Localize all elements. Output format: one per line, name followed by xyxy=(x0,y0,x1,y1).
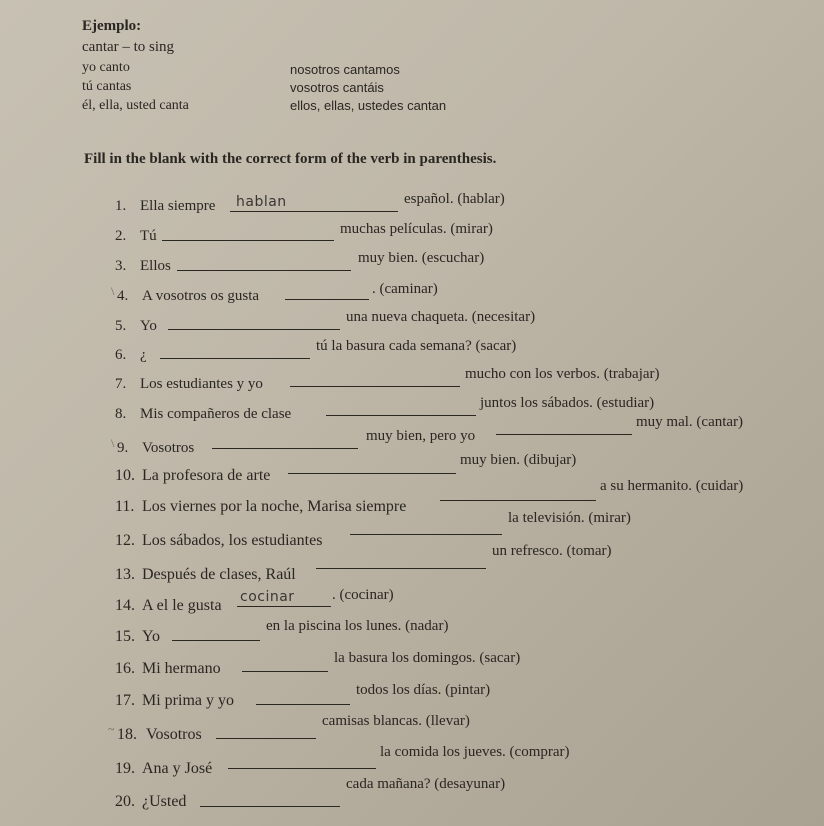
item-prompt: Vosotros xyxy=(142,440,195,456)
answer-blank[interactable] xyxy=(316,568,486,569)
item-number: 6. xyxy=(115,347,127,363)
item-prompt: Mi prima y yo xyxy=(142,692,234,709)
item-ending: camisas blancas. (llevar) xyxy=(322,713,470,729)
example-el: él, ella, usted canta xyxy=(82,98,189,113)
item-ending: cada mañana? (desayunar) xyxy=(346,776,506,792)
answer-blank[interactable] xyxy=(288,473,456,474)
item-ending: la basura los domingos. (sacar) xyxy=(334,650,521,666)
answer-blank[interactable] xyxy=(168,329,340,330)
item-number: 16. xyxy=(115,660,135,677)
item-ending: juntos los sábados. (estudiar) xyxy=(480,395,655,411)
item-number: 8. xyxy=(115,406,127,422)
item-number: 4. xyxy=(117,288,129,304)
item-number: 12. xyxy=(115,532,135,549)
item-prompt: Tú xyxy=(140,228,157,244)
item-ending: en la piscina los lunes. (nadar) xyxy=(266,618,449,634)
item-middle: muy bien, pero yo xyxy=(366,428,476,444)
example-yo: yo canto xyxy=(82,60,130,75)
item-prompt: Ellos xyxy=(140,258,171,274)
example-nosotros: nosotros cantamos xyxy=(290,62,400,77)
answer-blank[interactable] xyxy=(212,448,358,449)
item-ending: español. (hablar) xyxy=(404,191,505,207)
answer-blank[interactable] xyxy=(200,806,340,807)
item-prompt: Mis compañeros de clase xyxy=(140,406,292,422)
item-number: 19. xyxy=(115,760,135,777)
handwritten-answer: cocinar xyxy=(240,589,295,605)
answer-blank-2[interactable] xyxy=(496,434,632,435)
item-ending: tú la basura cada semana? (sacar) xyxy=(316,338,517,354)
item-number: 5. xyxy=(115,318,127,334)
answer-blank[interactable] xyxy=(237,606,331,607)
answer-blank[interactable] xyxy=(177,270,351,271)
item-ending: una nueva chaqueta. (necesitar) xyxy=(346,309,536,325)
item-prompt: ¿Usted xyxy=(142,793,187,810)
item-number: 13. xyxy=(115,566,135,583)
item-number: 14. xyxy=(115,597,135,614)
answer-blank[interactable] xyxy=(326,415,476,416)
item-ending: muchas películas. (mirar) xyxy=(340,221,493,237)
item-ending: todos los días. (pintar) xyxy=(356,682,491,698)
item-ending: mucho con los verbos. (trabajar) xyxy=(465,366,660,382)
answer-blank[interactable] xyxy=(216,738,316,739)
example-verb-line: cantar – to sing xyxy=(82,39,175,55)
item-prompt: Los sábados, los estudiantes xyxy=(142,532,323,549)
item-prompt: Ana y José xyxy=(142,760,213,777)
item-prompt: A vosotros os gusta xyxy=(142,288,260,304)
item-number: 17. xyxy=(115,692,135,709)
item-number: 9. xyxy=(117,440,129,456)
answer-blank[interactable] xyxy=(172,640,260,641)
item-prompt: Después de clases, Raúl xyxy=(142,566,296,583)
item-number: 2. xyxy=(115,228,127,244)
handwritten-answer: hablan xyxy=(236,194,287,210)
answer-blank[interactable] xyxy=(290,386,460,387)
instructions: Fill in the blank with the correct form of the verb in parenthesis. xyxy=(84,151,497,167)
answer-blank[interactable] xyxy=(242,671,328,672)
answer-blank[interactable] xyxy=(230,211,398,212)
example-vosotros: vosotros cantáis xyxy=(290,80,384,95)
item-number: 20. xyxy=(115,793,135,810)
answer-blank[interactable] xyxy=(440,500,596,501)
item-prompt: Mi hermano xyxy=(142,660,221,677)
item-prompt: Yo xyxy=(142,628,160,645)
item-ending: un refresco. (tomar) xyxy=(492,543,612,559)
item-prompt: Vosotros xyxy=(146,726,202,743)
answer-blank[interactable] xyxy=(160,358,310,359)
item-prompt: Yo xyxy=(140,318,157,334)
item-number: 1. xyxy=(115,198,127,214)
example-tu: tú cantas xyxy=(82,79,132,94)
item-number: 18. xyxy=(117,726,137,743)
item-prompt: La profesora de arte xyxy=(142,467,271,484)
answer-blank[interactable] xyxy=(162,240,334,241)
item-prompt: A el le gusta xyxy=(142,597,222,614)
item-ending: . (cocinar) xyxy=(332,587,394,603)
item-number: 3. xyxy=(115,258,127,274)
item-prompt: Ella siempre xyxy=(140,198,216,214)
item-ending: a su hermanito. (cuidar) xyxy=(600,478,744,494)
item-ending: la televisión. (mirar) xyxy=(508,510,631,526)
answer-blank[interactable] xyxy=(256,704,350,705)
item-number: 11. xyxy=(115,498,135,515)
item-number: 15. xyxy=(115,628,135,645)
answer-blank[interactable] xyxy=(228,768,376,769)
item-ending: muy bien. (dibujar) xyxy=(460,452,577,468)
answer-blank[interactable] xyxy=(285,299,369,300)
item-prompt: ¿ xyxy=(140,347,147,363)
item-prompt: Los viernes por la noche, Marisa siempre xyxy=(142,498,407,515)
example-ellos: ellos, ellas, ustedes cantan xyxy=(290,98,447,113)
item-number: 7. xyxy=(115,376,127,392)
item-prompt: Los estudiantes y yo xyxy=(140,376,263,392)
item-ending: . (caminar) xyxy=(372,281,438,297)
item-number: 10. xyxy=(115,467,135,484)
item-ending: la comida los jueves. (comprar) xyxy=(380,744,570,760)
item-ending: muy bien. (escuchar) xyxy=(358,250,485,266)
item-ending: muy mal. (cantar) xyxy=(636,414,744,430)
answer-blank[interactable] xyxy=(350,534,502,535)
example-heading: Ejemplo: xyxy=(82,18,142,34)
